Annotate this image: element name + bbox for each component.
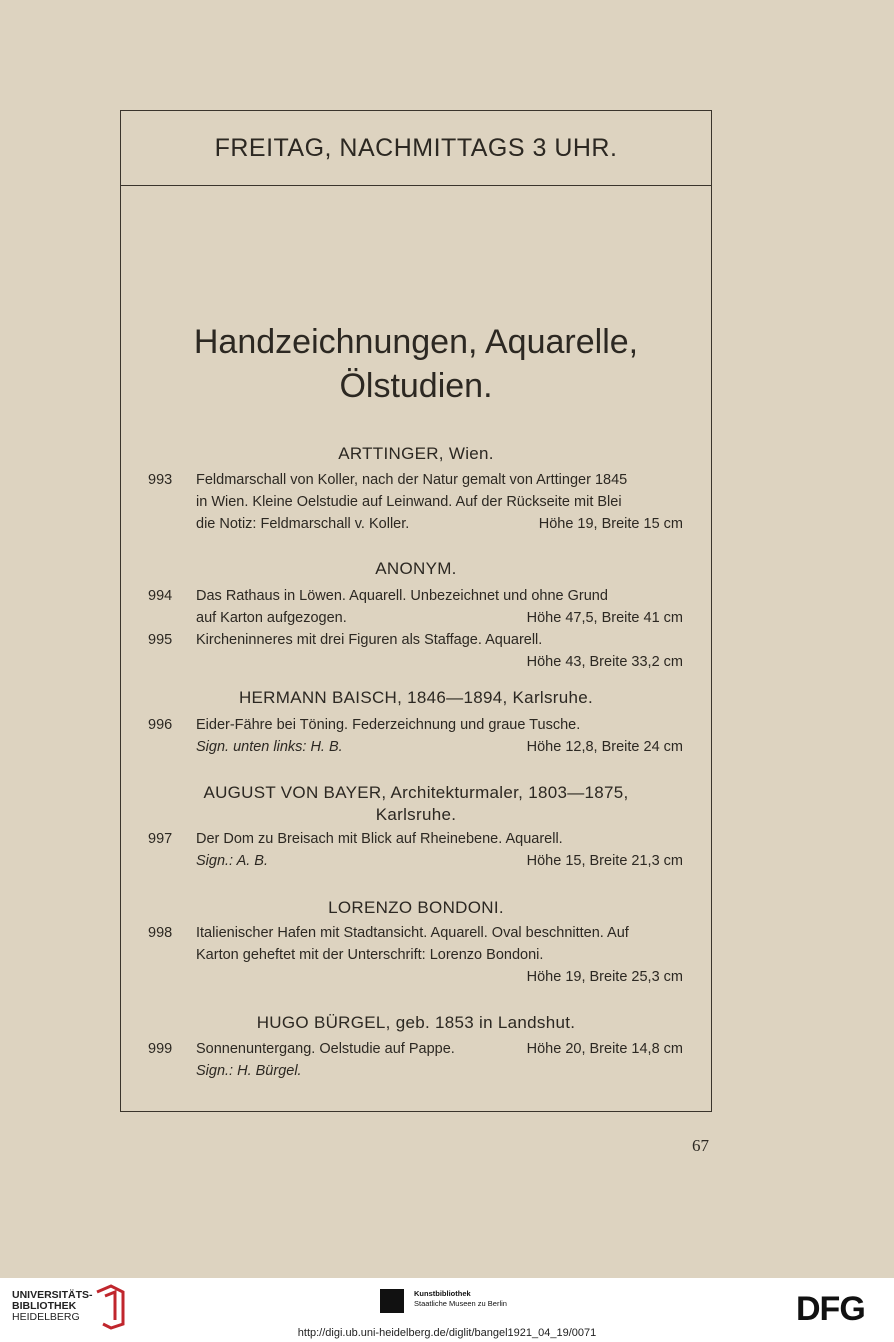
dimensions: Höhe 19, Breite 15 cm [538,516,683,532]
artist-heading-cont: Karlsruhe. [375,805,457,824]
section-subtitle: Ölstudien. [339,367,493,405]
artist-heading: AUGUST VON BAYER, Architekturmaler, 1803—1875, [203,783,629,802]
dimensions: Höhe 43, Breite 33,2 cm [526,654,683,670]
lot-number: 996 [148,717,173,733]
dimensions: Höhe 15, Breite 21,3 cm [526,853,683,869]
kb-subtitle: Staatliche Museen zu Berlin [414,1299,507,1308]
entry-text: Karton geheftet mit der Unterschrift: Lorenzo Bondoni. [196,947,544,963]
ub-logo-line: BIBLIOTHEK [12,1300,77,1312]
entry-text: Eider-Fähre bei Töning. Federzeichnung und graue Tusche. [196,717,581,733]
artist-heading: ARTTINGER, Wien. [338,444,494,463]
lot-number: 998 [148,925,173,941]
dimensions: Höhe 47,5, Breite 41 cm [526,610,683,626]
lot-number: 995 [148,632,173,648]
page-number: 67 [692,1136,709,1155]
entry-text: die Notiz: Feldmarschall v. Koller. [196,516,410,532]
artist-heading: HUGO BÜRGEL, geb. 1853 in Landshut. [256,1013,576,1032]
entry-text: Der Dom zu Breisach mit Blick auf Rheinebene. Aquarell. [196,831,563,847]
lot-number: 999 [148,1041,173,1057]
signature-note: Sign. unten links: H. B. [196,739,343,755]
entry-text: Das Rathaus in Löwen. Aquarell. Unbezeichnet und ohne Grund [196,588,608,604]
entry-text: auf Karton aufgezogen. [196,610,347,626]
ub-logo-line: HEIDELBERG [12,1311,80,1323]
artist-heading: ANONYM. [375,559,457,578]
kunstbibliothek-icon [380,1289,404,1313]
artist-heading: LORENZO BONDONI. [328,898,504,917]
dimensions: Höhe 20, Breite 14,8 cm [526,1041,683,1057]
entry-text: Feldmarschall von Koller, nach der Natur gemalt von Arttinger 1845 [196,472,628,488]
lot-number: 993 [148,472,173,488]
page-header: FREITAG, NACHMITTAGS 3 UHR. [121,111,711,186]
artist-heading: HERMANN BAISCH, 1846—1894, Karlsruhe. [238,688,594,707]
dimensions: Höhe 12,8, Breite 24 cm [526,739,683,755]
signature-note: Sign.: H. Bürgel. [196,1063,302,1079]
signature-note: Sign.: A. B. [196,853,268,869]
entry-text: Italienischer Hafen mit Stadtansicht. Aquarell. Oval beschnitten. Auf [196,925,629,941]
ub-emblem-icon [93,1284,127,1330]
entry-text: Sonnenuntergang. Oelstudie auf Pappe. [196,1041,455,1057]
ub-logo-line: UNIVERSITÄTS- [12,1289,93,1301]
entry-text: in Wien. Kleine Oelstudie auf Leinwand. Auf der Rückseite mit Blei [196,494,622,510]
ub-heidelberg-logo[interactable] [12,1290,93,1323]
dfg-logo[interactable]: DFG [796,1290,865,1328]
lot-number: 997 [148,831,173,847]
section-title: Handzeichnungen, Aquarelle, [193,323,639,361]
kb-name: Kunstbibliothek [414,1289,471,1298]
lot-number: 994 [148,588,173,604]
source-url[interactable]: http://digi.ub.uni-heidelberg.de/diglit/bangel1921_04_19/0071 [297,1327,597,1339]
dimensions: Höhe 19, Breite 25,3 cm [526,969,683,985]
entry-text: Kircheninneres mit drei Figuren als Staffage. Aquarell. [196,632,543,648]
